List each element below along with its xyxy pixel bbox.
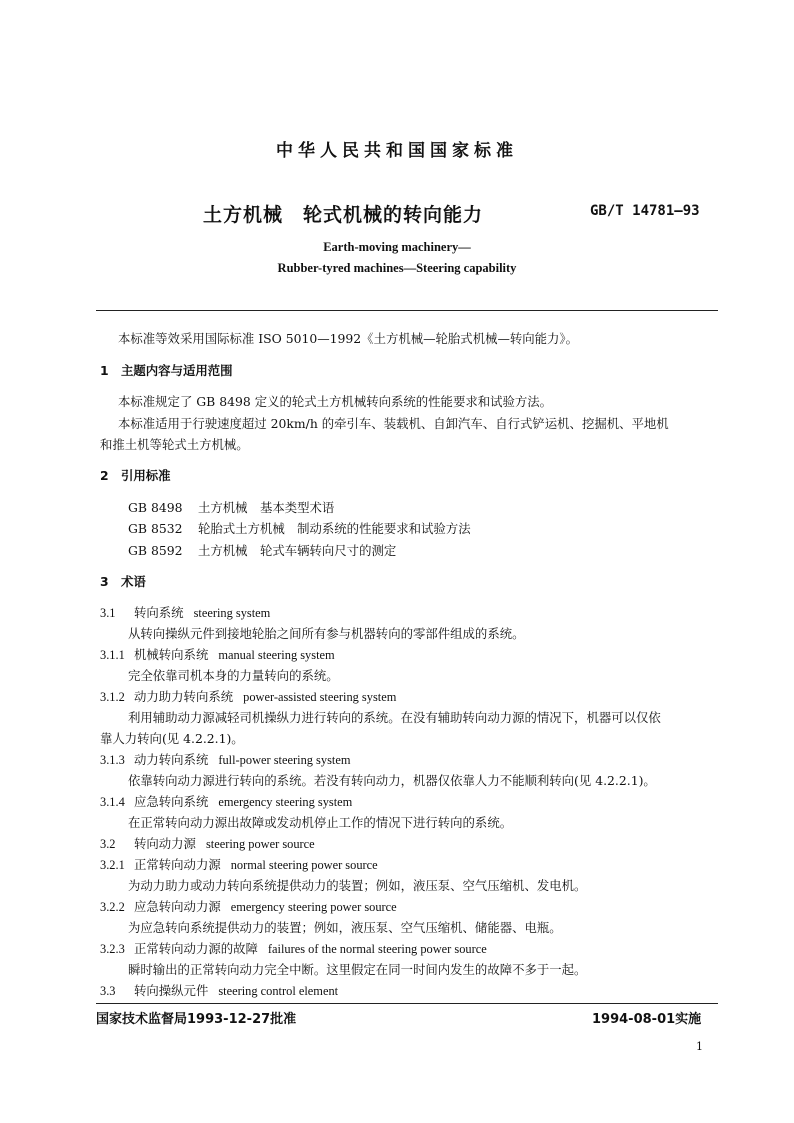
reference-title: 土方机械 轮式车辆转向尺寸的测定 [198,543,397,558]
term-number: 3.3 [100,984,116,998]
term-name-cn: 应急转向系统 [134,794,209,809]
term-definition: 瞬时输出的正常转向动力完全中断。这里假定在同一时间内发生的故障不多于一起。 [128,962,587,977]
section2-heading: 2 引用标准 [100,468,171,483]
term-heading [100,855,378,873]
reference-title: 轮胎式土方机械 制动系统的性能要求和试验方法 [198,521,471,536]
section3-heading: 3 术语 [100,574,146,589]
reference-title: 土方机械 基本类型术语 [198,500,335,515]
standard-number: GB/T 14781—93 [590,203,700,219]
term-number: 3.1.4 [100,795,125,809]
term-heading [100,981,338,999]
term-number: 3.2.1 [100,858,125,872]
term-name-en: steering control element [218,984,339,998]
term-heading [100,687,396,705]
term-number: 3.2.2 [100,900,125,914]
section1-paragraph-2b: 和推土机等轮式土方机械。 [100,437,249,452]
effective-date: 1994-08-01实施 [592,1012,702,1027]
term-name-cn: 动力助力转向系统 [134,689,234,704]
term-name-en: failures of the normal steering power source [267,942,487,956]
reference-code: GB 8592 [128,543,183,558]
term-definition: 为应急转向系统提供动力的装置；例如，液压泵、空气压缩机、储能器、电瓶。 [128,920,562,935]
section1-paragraph-2a: 本标准适用于行驶速度超过 20km/h 的牵引车、装载机、自卸汽车、自行式铲运机、挖掘机、平地机 [118,416,669,431]
term-heading [100,939,487,957]
term-heading [100,645,335,663]
term-heading [100,603,270,621]
term-name-en: full-power steering system [218,753,351,767]
term-name-en: steering system [193,606,271,620]
term-name-en: power-assisted steering system [243,690,397,704]
reference-item [128,498,334,516]
document-title-en-line2: Rubber-tyred machines—Steering capability [277,261,517,275]
document-title-cn: 土方机械 轮式机械的转向能力 [203,204,484,226]
reference-item [128,541,396,559]
reference-code: GB 8498 [128,500,183,515]
term-definition: 从转向操纵元件到接地轮胎之间所有参与机器转向的零部件组成的系统。 [128,626,525,641]
term-name-cn: 应急转向动力源 [134,899,221,914]
term-definition: 依靠转向动力源进行转向的系统。若没有转向动力，机器仅依靠人力不能顺利转向(见 4.2.2.1)。 [128,773,656,788]
term-definition: 为动力助力或动力转向系统提供动力的装置；例如，液压泵、空气压缩机、发电机。 [128,878,587,893]
term-heading [100,750,350,768]
term-number: 3.2 [100,837,116,851]
term-name-cn: 转向动力源 [134,836,196,851]
term-name-cn: 机械转向系统 [134,647,209,662]
term-name-cn: 转向系统 [134,605,184,620]
term-number: 3.2.3 [100,942,125,956]
term-name-cn: 正常转向动力源 [134,857,221,872]
reference-code: GB 8532 [128,521,183,536]
term-definition: 利用辅助动力源减轻司机操纵力进行转向的系统。在没有辅助转向动力源的情况下，机器可以仅依 [128,710,661,725]
term-name-cn: 正常转向动力源的故障 [134,941,258,956]
term-heading [100,834,315,852]
term-definition: 在正常转向动力源出故障或发动机停止工作的情况下进行转向的系统。 [128,815,513,830]
term-heading [100,897,397,915]
term-definition-continued: 靠人力转向(见 4.2.2.1)。 [100,731,244,746]
term-name-en: emergency steering system [218,795,353,809]
term-name-en: normal steering power source [230,858,378,872]
term-definition: 完全依靠司机本身的力量转向的系统。 [128,668,339,683]
page-number: 1 [696,1040,703,1053]
term-number: 3.1.2 [100,690,125,704]
term-name-en: steering power source [205,837,315,851]
term-number: 3.1.1 [100,648,125,662]
term-number: 3.1 [100,606,116,620]
term-number: 3.1.3 [100,753,125,767]
intro-paragraph: 本标准等效采用国际标准 ISO 5010—1992《土方机械—轮胎式机械—转向能力》。 [118,331,579,346]
reference-item [128,519,471,537]
header-divider [96,310,718,311]
approval-date: 国家技术监督局1993-12-27批准 [96,1012,297,1027]
term-name-cn: 转向操纵元件 [134,983,209,998]
national-standard-heading: 中华人民共和国国家标准 [276,141,518,161]
document-title-en-line1: Earth-moving machinery— [323,240,471,254]
term-name-en: manual steering system [218,648,335,662]
section1-heading: 1 主题内容与适用范围 [100,363,233,378]
footer-divider [96,1003,718,1004]
section1-paragraph-1: 本标准规定了 GB 8498 定义的轮式土方机械转向系统的性能要求和试验方法。 [118,394,553,409]
term-name-en: emergency steering power source [230,900,397,914]
term-name-cn: 动力转向系统 [134,752,209,767]
term-heading [100,792,352,810]
